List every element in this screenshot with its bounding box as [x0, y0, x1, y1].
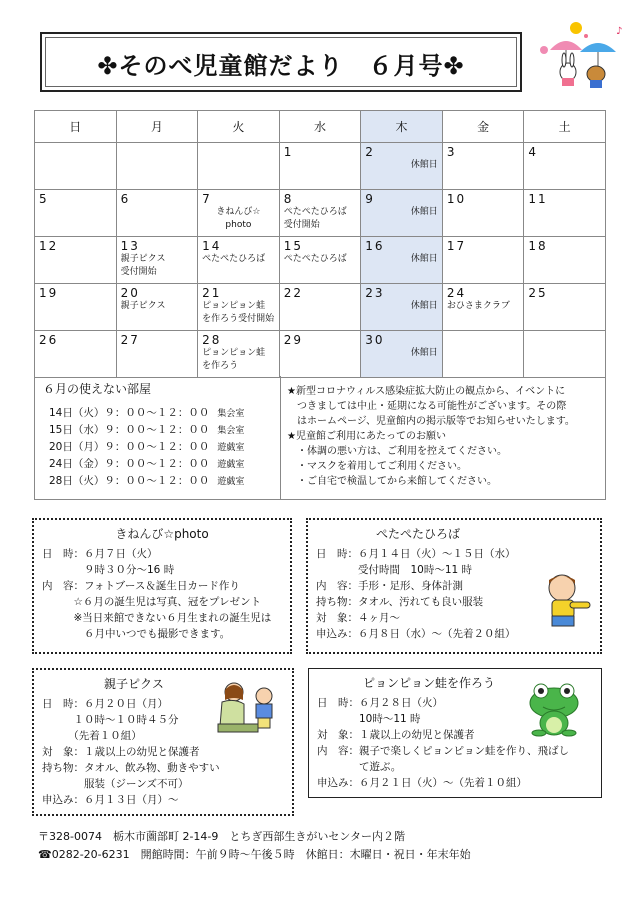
notice-line: ・マスクを着用してご利用ください。: [287, 461, 467, 472]
event-detail-line: 日 時：６月２８日（火）: [317, 697, 443, 709]
notice-line: ★新型コロナウィルス感染症拡大防止の観点から、イベントに: [287, 386, 566, 397]
day-number: 18: [528, 239, 548, 253]
day-number: 1: [283, 145, 294, 159]
day-event-text: ピョンピョン蛙: [202, 301, 266, 311]
room-name: 遊戯室: [217, 477, 245, 487]
event-detail-line: 持ち物：タオル、汚れても良い服装: [316, 596, 484, 608]
day-event-text: 親子ピクス: [120, 254, 166, 264]
calendar-day-cell: [524, 143, 606, 190]
room-name: 遊戯室: [217, 443, 245, 453]
day-event-text: 受付開始: [283, 220, 320, 230]
day-event-text: 休館日: [410, 207, 438, 217]
day-event-text: を作ろう受付開始: [202, 314, 275, 324]
event-detail-line: 内 容：手形・足形、身体計測: [316, 580, 463, 592]
day-number: 8: [283, 192, 294, 206]
room-name: 遊戯室: [217, 460, 245, 470]
unavailable-rooms: [35, 376, 281, 499]
calendar-day-cell: [524, 190, 606, 237]
calendar-day-cell: [35, 190, 117, 237]
day-number: 4: [528, 145, 539, 159]
day-event-text: 受付開始: [120, 267, 157, 277]
event-detail-line: 対 象：４ヶ月～: [316, 612, 400, 624]
calendar-day-cell: [116, 190, 198, 237]
event-detail-line: 持ち物：タオル、飲み物、動きやすい: [42, 762, 220, 774]
calendar-day-cell: [524, 284, 606, 331]
calendar-day-cell: [361, 331, 443, 378]
day-number: 19: [39, 286, 59, 300]
day-number: 15: [283, 239, 303, 253]
calendar-day-cell: [35, 331, 117, 378]
page-title: ✤そのべ児童館だより ６月号✤: [97, 52, 465, 80]
calendar-day-cell: [361, 284, 443, 331]
room-time: 14日（火）９：００～１２：００: [49, 407, 210, 419]
calendar-day-cell: [361, 190, 443, 237]
room-row: [43, 456, 272, 473]
day-number: 14: [202, 239, 222, 253]
event-detail-line: 日 時：６月７日（火）: [42, 548, 158, 560]
notice-line: ★児童館ご利用にあたってのお願い: [287, 431, 446, 442]
day-number: 25: [528, 286, 548, 300]
notice: [281, 376, 605, 499]
day-event-text: 休館日: [410, 160, 438, 170]
calendar-day-cell: [279, 331, 361, 378]
day-event-text: きねんび☆: [216, 207, 261, 217]
day-event-text: 休館日: [410, 348, 438, 358]
calendar-week: [35, 284, 606, 331]
day-number: 13: [120, 239, 140, 253]
event-detail-line: １０時～１０時４５分: [42, 714, 179, 726]
calendar-day-cell: [361, 143, 443, 190]
calendar-week: [35, 237, 606, 284]
event-detail-line: 申込み：６月８日（水）～（先着２０組）: [316, 628, 516, 640]
event-detail-line: 日 時：６月１４日（火）～１５日（水）: [316, 548, 516, 560]
calendar-day-cell: [198, 284, 280, 331]
notice-line: ・ご自宅で検温してから来館してください。: [287, 476, 497, 487]
room-row: [43, 405, 272, 422]
frog-illustration: [521, 681, 587, 737]
notice-line: ・体調の悪い方は、ご利用を控えてください。: [287, 446, 507, 457]
day-number: 7: [202, 192, 212, 206]
room-name: 集会室: [217, 409, 245, 419]
event-title: ピョンピョン蛙を作ろう: [363, 676, 496, 690]
day-number: 21: [202, 286, 222, 300]
calendar-day-cell: [279, 190, 361, 237]
weekday-header: 土: [524, 111, 606, 143]
day-event-text: 親子ピクス: [120, 301, 166, 311]
day-event-text: 休館日: [410, 301, 438, 311]
room-row: [43, 422, 272, 439]
day-number: 27: [120, 333, 140, 347]
calendar-day-cell: [279, 143, 361, 190]
calendar-day-cell: [524, 331, 606, 378]
day-event-text: ぺたぺたひろば: [283, 207, 347, 217]
day-number: 2: [365, 145, 375, 159]
calendar-day-cell: [116, 237, 198, 284]
weekday-header: 木: [361, 111, 443, 143]
notice-line: つきましては中止・延期になる可能性がございます。その際: [287, 401, 567, 412]
calendar-day-cell: [198, 143, 280, 190]
calendar-day-cell: [361, 237, 443, 284]
calendar-day-cell: [35, 284, 117, 331]
day-number: 10: [446, 192, 467, 206]
weekday-header: 金: [442, 111, 524, 143]
event-title: 親子ピクス: [104, 677, 164, 691]
calendar-day-cell: [442, 190, 524, 237]
info-section: [34, 376, 606, 500]
calendar-day-cell: [524, 237, 606, 284]
calendar-week: [35, 190, 606, 237]
day-event-text: おひさまクラブ: [446, 301, 510, 311]
day-number: 26: [39, 333, 59, 347]
calendar-day-cell: [35, 143, 117, 190]
day-number: 30: [365, 333, 385, 347]
day-event-text: を作ろう: [202, 361, 239, 371]
day-event-text: 休館日: [410, 254, 438, 264]
notice-line: はホームページ、児童館内の掲示版等でお知らせいたします。: [287, 416, 575, 427]
weekday-header: 火: [198, 111, 280, 143]
calendar-day-cell: [35, 237, 117, 284]
event-detail-line: 内 容：親子で楽しくピョンピョン蛙を作り、飛ばし: [317, 745, 569, 757]
unavailable-rooms-title: ６月の使えない部屋: [43, 382, 152, 396]
calendar-day-cell: [442, 331, 524, 378]
room-row: [43, 473, 272, 490]
room-time: 15日（水）９：００～１２：００: [49, 424, 210, 436]
day-number: 11: [528, 192, 548, 206]
day-number: 16: [365, 239, 385, 253]
event-title: ぺたぺたひろば: [376, 527, 461, 541]
weekday-header: 水: [279, 111, 361, 143]
phone-hours-line: ☎0282-20-6231 開館時間：午前９時～午後５時 休館日：木曜日・祝日・年末年始: [38, 848, 471, 861]
room-time: 24日（金）９：００～１２：００: [49, 458, 210, 470]
event-detail-line: ※当日来館できない６月生まれの誕生児は: [42, 612, 272, 624]
event-detail-line: ６月中いつでも撮影できます。: [42, 628, 231, 640]
day-number: 5: [39, 192, 49, 206]
event-detail-line: （先着１０組）: [42, 730, 142, 742]
room-time: 28日（火）９：００～１２：００: [49, 475, 210, 487]
event-detail-line: ９時３０分～16 時: [42, 564, 175, 576]
room-time: 20日（月）９：００～１２：００: [49, 441, 210, 453]
calendar-day-cell: [198, 190, 280, 237]
address-line: 〒328-0074 栃木市薗部町 2-14-9 とちぎ西部生きがいセンター内２階: [38, 830, 405, 843]
day-event-text: photo: [225, 220, 252, 230]
calendar-week: [35, 331, 606, 378]
calendar-day-cell: [116, 331, 198, 378]
event-detail-line: 服装（ジーンズ不可）: [42, 778, 189, 790]
day-number: 24: [446, 286, 467, 300]
day-event-text: ぺたぺたひろば: [202, 254, 266, 264]
event-title: きねんび☆photo: [115, 527, 209, 541]
event-detail-line: 対 象：１歳以上の幼児と保護者: [42, 746, 200, 758]
calendar-day-cell: [279, 237, 361, 284]
day-number: 28: [202, 333, 222, 347]
event-detail-line: 対 象：１歳以上の幼児と保護者: [317, 729, 475, 741]
calendar-week: [35, 143, 606, 190]
event-kaeru-box: [308, 668, 602, 798]
event-detail-line: 申込み：６月１３日（月）～: [42, 794, 179, 806]
room-row: [43, 439, 272, 456]
event-detail-line: 日 時：６月２０日（月）: [42, 698, 168, 710]
room-name: 集会室: [217, 426, 245, 436]
calendar-day-cell: [116, 143, 198, 190]
calendar-day-cell: [442, 284, 524, 331]
calendar-day-cell: [198, 237, 280, 284]
calendar-day-cell: [198, 331, 280, 378]
event-detail-line: ☆６月の誕生児は写真、冠をプレゼント: [42, 596, 261, 608]
day-event-text: ぺたぺたひろば: [283, 254, 347, 264]
event-detail-line: 申込み：６月２１日（火）～（先着１０組）: [317, 777, 527, 789]
event-detail-line: 10時～11 時: [317, 713, 421, 725]
day-number: 17: [446, 239, 467, 253]
parent-child-illustration: [214, 680, 288, 736]
day-number: 20: [120, 286, 140, 300]
umbrella-animals-illustration: [530, 20, 625, 92]
day-number: 12: [39, 239, 59, 253]
event-oyako-box: [32, 668, 294, 816]
event-detail-line: て遊ぶ。: [317, 761, 402, 773]
day-number: 9: [365, 192, 375, 206]
title-banner: [40, 32, 522, 92]
day-number: 29: [283, 333, 303, 347]
calendar-day-cell: [279, 284, 361, 331]
event-detail-line: 受付時間 10時～11 時: [316, 564, 473, 576]
day-number: 22: [283, 286, 303, 300]
weekday-header: 月: [116, 111, 198, 143]
event-calendar: [34, 110, 606, 378]
calendar-day-cell: [116, 284, 198, 331]
weekday-header: 日: [35, 111, 117, 143]
event-peta-box: [306, 518, 602, 654]
day-number: 23: [365, 286, 385, 300]
calendar-day-cell: [442, 143, 524, 190]
calendar-day-cell: [442, 237, 524, 284]
event-kinenbi-box: [32, 518, 292, 654]
day-event-text: ピョンピョン蛙: [202, 348, 266, 358]
event-detail-line: 内 容：フォトブース＆誕生日カード作り: [42, 580, 240, 592]
svg-text:♪: ♪: [616, 26, 623, 37]
day-number: 3: [446, 145, 457, 159]
child-illustration: [540, 570, 594, 630]
day-number: 6: [120, 192, 131, 206]
